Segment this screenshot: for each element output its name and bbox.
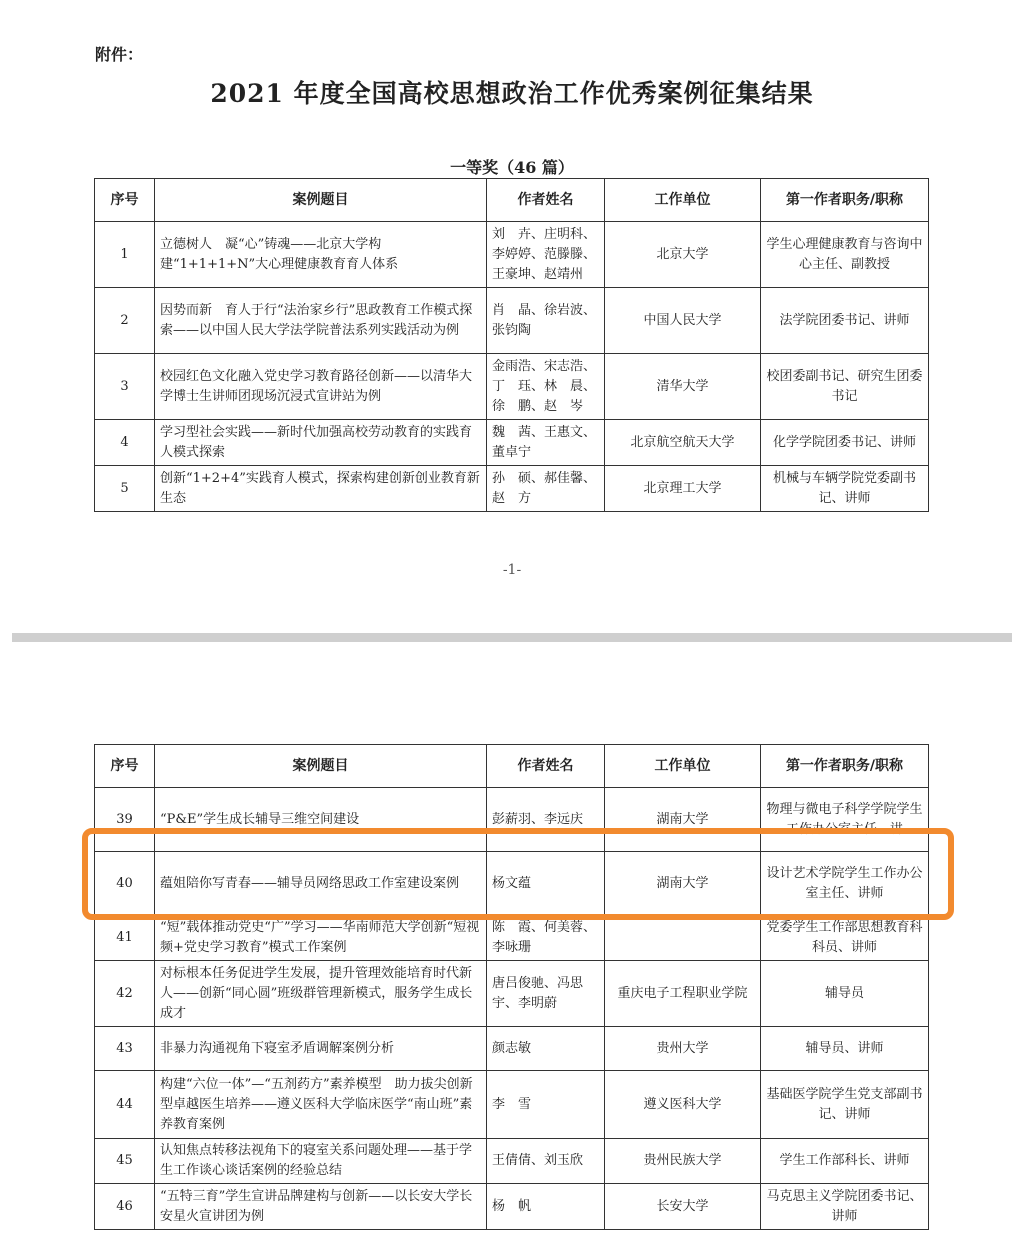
cell-authors: 魏 茜、王惠文、董卓宁	[487, 420, 605, 466]
table-row	[95, 354, 929, 420]
cell-title: 校园红色文化融入党史学习教育路径创新——以清华大学博士生讲师团现场沉浸式宣讲站为例	[155, 354, 487, 420]
cell-position: 马克思主义学院团委书记、讲师	[761, 1184, 929, 1230]
header-title: 案例题目	[155, 745, 487, 788]
cell-no: 41	[95, 916, 155, 961]
cell-no: 39	[95, 788, 155, 852]
cell-authors: 王倩倩、刘玉欣	[487, 1139, 605, 1184]
cell-unit: 北京航空航天大学	[605, 420, 761, 466]
cell-position: 法学院团委书记、讲师	[761, 288, 929, 354]
cell-authors: 李 雪	[487, 1071, 605, 1139]
attachment-label: 附件：	[95, 45, 144, 64]
cell-position: 辅导员、讲师	[761, 1027, 929, 1071]
cell-no: 46	[95, 1184, 155, 1230]
cell-authors: 杨文蕴	[487, 852, 605, 916]
cell-no: 4	[95, 420, 155, 466]
header-authors: 作者姓名	[487, 745, 605, 788]
cell-title: 蕴姐陪你写青春——辅导员网络思政工作室建设案例	[155, 852, 487, 916]
cell-no: 42	[95, 961, 155, 1027]
cell-no: 5	[95, 466, 155, 512]
cell-position: 物理与微电子科学学院学生工作办公室主任、讲	[761, 788, 929, 852]
cell-no: 2	[95, 288, 155, 354]
cell-position: 学生心理健康教育与咨询中心主任、副教授	[761, 222, 929, 288]
cell-title: 学习型社会实践——新时代加强高校劳动教育的实践育人模式探索	[155, 420, 487, 466]
page-number: -1-	[502, 562, 522, 578]
table-header-row	[95, 179, 929, 222]
cell-no: 44	[95, 1071, 155, 1139]
table-row	[95, 466, 929, 512]
cell-position: 设计艺术学院学生工作办公室主任、讲师	[761, 852, 929, 916]
cell-unit: 北京大学	[605, 222, 761, 288]
cell-position: 校团委副书记、研究生团委书记	[761, 354, 929, 420]
cell-title: 因势而新 育人于行“法治家乡行”思政教育工作模式探索——以中国人民大学法学院普法系列实践活动为例	[155, 288, 487, 354]
cell-title: “短”载体推动党史“广”学习——华南师范大学创新“短视频+党史学习教育”模式工作案例	[155, 916, 487, 961]
table-row	[95, 222, 929, 288]
cell-no: 40	[95, 852, 155, 916]
header-authors: 作者姓名	[487, 179, 605, 222]
cell-no: 43	[95, 1027, 155, 1071]
results-table-page-2	[94, 744, 929, 1230]
table-row	[95, 288, 929, 354]
table-row	[95, 916, 929, 961]
cell-authors: 刘 卉、庄明科、李婷婷、范滕滕、王豪坤、赵靖州	[487, 222, 605, 288]
header-title: 案例题目	[155, 179, 487, 222]
cell-unit	[605, 916, 761, 961]
cell-position: 机械与车辆学院党委副书记、讲师	[761, 466, 929, 512]
table-row	[95, 1027, 929, 1071]
table-row	[95, 420, 929, 466]
header-unit: 工作单位	[605, 179, 761, 222]
cell-authors: 颜志敏	[487, 1027, 605, 1071]
cell-no: 3	[95, 354, 155, 420]
award-heading: 一等奖（46 篇）	[450, 158, 574, 177]
highlight-box	[82, 828, 954, 920]
table-header-row	[95, 745, 929, 788]
header-position: 第一作者职务/职称	[761, 745, 929, 788]
table-row	[95, 1071, 929, 1139]
table-row	[95, 1184, 929, 1230]
cell-unit: 长安大学	[605, 1184, 761, 1230]
cell-unit: 北京理工大学	[605, 466, 761, 512]
table-row	[95, 1139, 929, 1184]
cell-position: 学生工作部科长、讲师	[761, 1139, 929, 1184]
cell-authors: 陈 霞、何美蓉、李咏珊	[487, 916, 605, 961]
page-divider	[12, 633, 1012, 642]
cell-authors: 金雨浩、宋志浩、丁 珏、林 晨、徐 鹏、赵 岑	[487, 354, 605, 420]
cell-title: 创新“1+2+4”实践育人模式，探索构建创新创业教育新生态	[155, 466, 487, 512]
header-no: 序号	[95, 179, 155, 222]
cell-unit: 湖南大学	[605, 788, 761, 852]
cell-title: 对标根本任务促进学生发展，提升管理效能培育时代新人——创新“同心圆”班级群管理新模式，服务学生成长成才	[155, 961, 487, 1027]
header-unit: 工作单位	[605, 745, 761, 788]
cell-title: “五特三育”学生宣讲品牌建构与创新——以长安大学长安星火宣讲团为例	[155, 1184, 487, 1230]
cell-position: 基础医学院学生党支部副书记、讲师	[761, 1071, 929, 1139]
cell-unit: 中国人民大学	[605, 288, 761, 354]
cell-title: 非暴力沟通视角下寝室矛盾调解案例分析	[155, 1027, 487, 1071]
cell-unit: 遵义医科大学	[605, 1071, 761, 1139]
cell-authors: 杨 帆	[487, 1184, 605, 1230]
cell-authors: 孙 硕、郝佳馨、赵 方	[487, 466, 605, 512]
header-no: 序号	[95, 745, 155, 788]
cell-unit: 清华大学	[605, 354, 761, 420]
cell-title: 构建“六位一体”—“五剂药方”素养模型 助力拔尖创新型卓越医生培养——遵义医科大学临床医学“南山班”素养教育案例	[155, 1071, 487, 1139]
cell-authors: 彭薪羽、李远庆	[487, 788, 605, 852]
cell-no: 1	[95, 222, 155, 288]
cell-authors: 唐吕俊驰、冯思宇、李明蔚	[487, 961, 605, 1027]
results-table-page-1	[94, 178, 929, 512]
header-position: 第一作者职务/职称	[761, 179, 929, 222]
cell-unit: 贵州大学	[605, 1027, 761, 1071]
cell-authors: 肖 晶、徐岩波、张钧陶	[487, 288, 605, 354]
cell-unit: 湖南大学	[605, 852, 761, 916]
cell-title: 认知焦点转移法视角下的寝室关系问题处理——基于学生工作谈心谈话案例的经验总结	[155, 1139, 487, 1184]
cell-position: 辅导员	[761, 961, 929, 1027]
page-title: 2021 年度全国高校思想政治工作优秀案例征集结果	[210, 79, 814, 108]
cell-unit: 重庆电子工程职业学院	[605, 961, 761, 1027]
cell-title: 立德树人 凝“心”铸魂——北京大学构建“1+1+1+N”大心理健康教育育人体系	[155, 222, 487, 288]
cell-unit: 贵州民族大学	[605, 1139, 761, 1184]
table-row	[95, 961, 929, 1027]
cell-position: 化学学院团委书记、讲师	[761, 420, 929, 466]
cell-position: 党委学生工作部思想教育科科员、讲师	[761, 916, 929, 961]
cell-no: 45	[95, 1139, 155, 1184]
cell-title: “P&E”学生成长辅导三维空间建设	[155, 788, 487, 852]
